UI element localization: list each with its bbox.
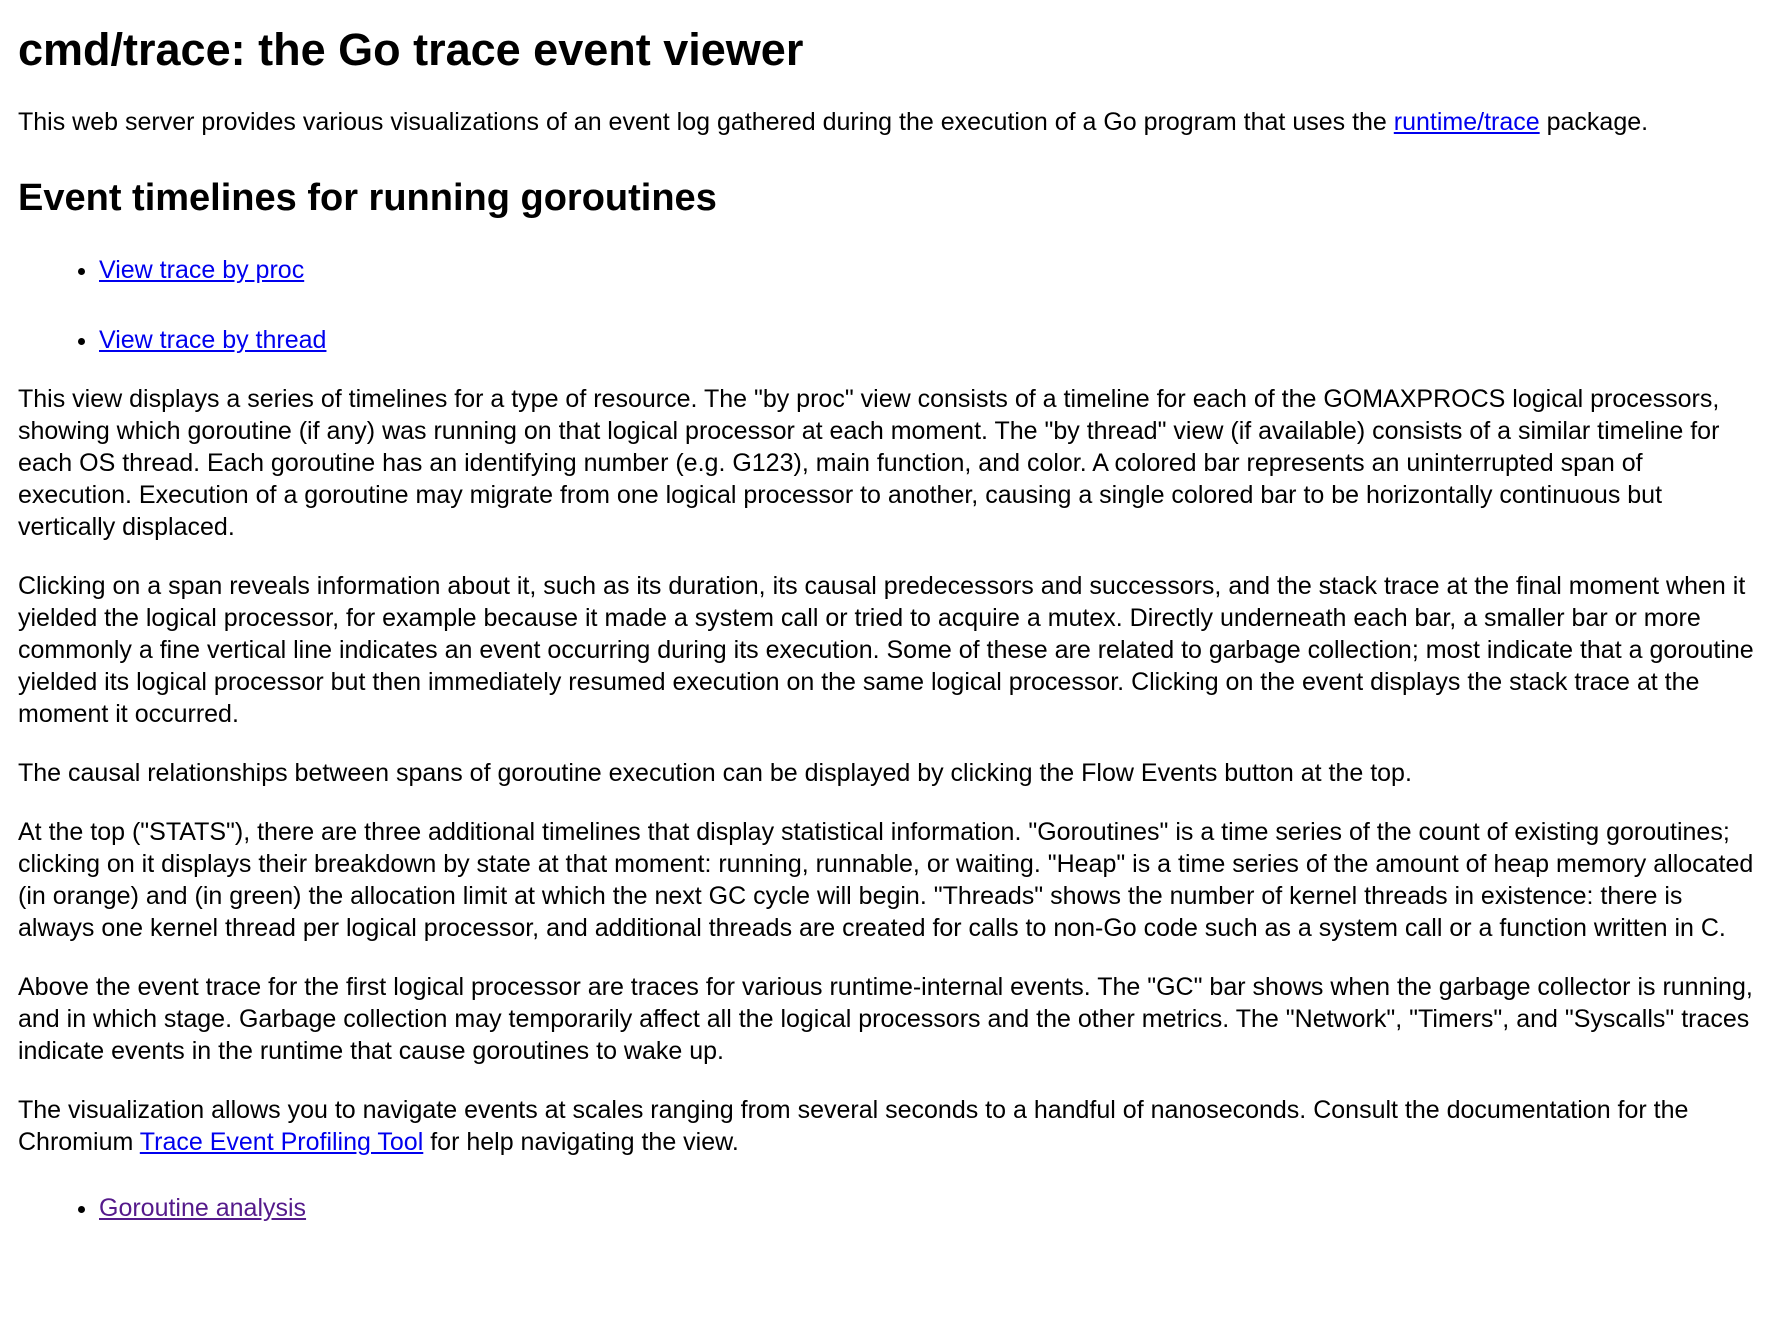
runtime-trace-link[interactable]: runtime/trace [1393, 108, 1540, 136]
span-click-description: Clicking on a span reveals information about it, such as its duration, its causal predecessors and successors, and the stack trace at the final moment when it yielded the logical processor, for example because it made a system call or tried to acquire a mutex. Directly underneath each bar, a smaller bar or more commonly a fine vertical line indicates an event occurring during its execution. Some of these are related to garbage collection; most indicate that a goroutine yielded its logical processor but then immediately resumed execution on the same logical processor. Clicking on the event displays the stack trace at the moment it occurred. [18, 572, 1754, 728]
view-links-list [18, 254, 1758, 356]
analysis-links-list [18, 1192, 1758, 1224]
runtime-events-description: Above the event trace for the first logical processor are traces for various runtime-internal events. The "GC" bar shows when the garbage collector is running, and in which stage. Garbage collection may temporarily affect all the logical processors and the other metrics. The "Network", "Timers", and "Syscalls" traces indicate events in the runtime that cause goroutines to wake up. [18, 973, 1753, 1065]
timeline-description: This view displays a series of timelines for a type of resource. The "by proc" view consists of a timeline for each of the GOMAXPROCS logical processors, showing which goroutine (if any) was running on that logical processor at each moment. The "by thread" view (if available) consists of a similar timeline for each OS thread. Each goroutine has an identifying number (e.g. G123), main function, and color. A colored bar represents an uninterrupted span of execution. Execution of a goroutine may migrate from one logical processor to another, causing a single colored bar to be horizontally continuous but vertically displaced. [18, 385, 1720, 541]
list-item [99, 324, 1758, 356]
view-trace-by-thread-link[interactable]: View trace by thread [99, 326, 327, 354]
list-item [99, 1192, 1758, 1224]
section-heading: Event timelines for running goroutines [18, 177, 717, 219]
intro-text: This web server provides various visualizations of an event log gathered during the execution of a Go program that uses the [18, 108, 1394, 136]
trace-event-profiling-tool-link[interactable]: Trace Event Profiling Tool [139, 1128, 424, 1156]
navigation-text: The visualization allows you to navigate events at scales ranging from several seconds to a handful of nanoseconds. Consult the documentation for the Chromium [18, 1096, 1689, 1156]
goroutine-analysis-link[interactable]: Goroutine analysis [99, 1194, 307, 1222]
page-title: cmd/trace: the Go trace event viewer [18, 24, 804, 75]
list-item [99, 254, 1758, 286]
intro-paragraph [18, 106, 1758, 138]
flow-events-description: The causal relationships between spans of goroutine execution can be displayed by clicking the Flow Events button at the top. [18, 759, 1412, 787]
navigation-paragraph [18, 1094, 1758, 1158]
view-trace-by-proc-link[interactable]: View trace by proc [99, 256, 305, 284]
intro-text-end: package. [1539, 108, 1649, 136]
stats-description: At the top ("STATS"), there are three additional timelines that display statistical information. "Goroutines" is a time series of the count of existing goroutines; clicking on it displays their breakdown by state at that moment: running, runnable, or waiting. "Heap" is a time series of the amount of heap memory allocated (in orange) and (in green) the allocation limit at which the next GC cycle will begin. "Threads" shows the number of kernel threads in existence: there is always one kernel thread per logical processor, and additional threads are created for calls to non-Go code such as a system call or a function written in C. [18, 818, 1754, 942]
navigation-text-end: for help navigating the view. [423, 1128, 739, 1156]
